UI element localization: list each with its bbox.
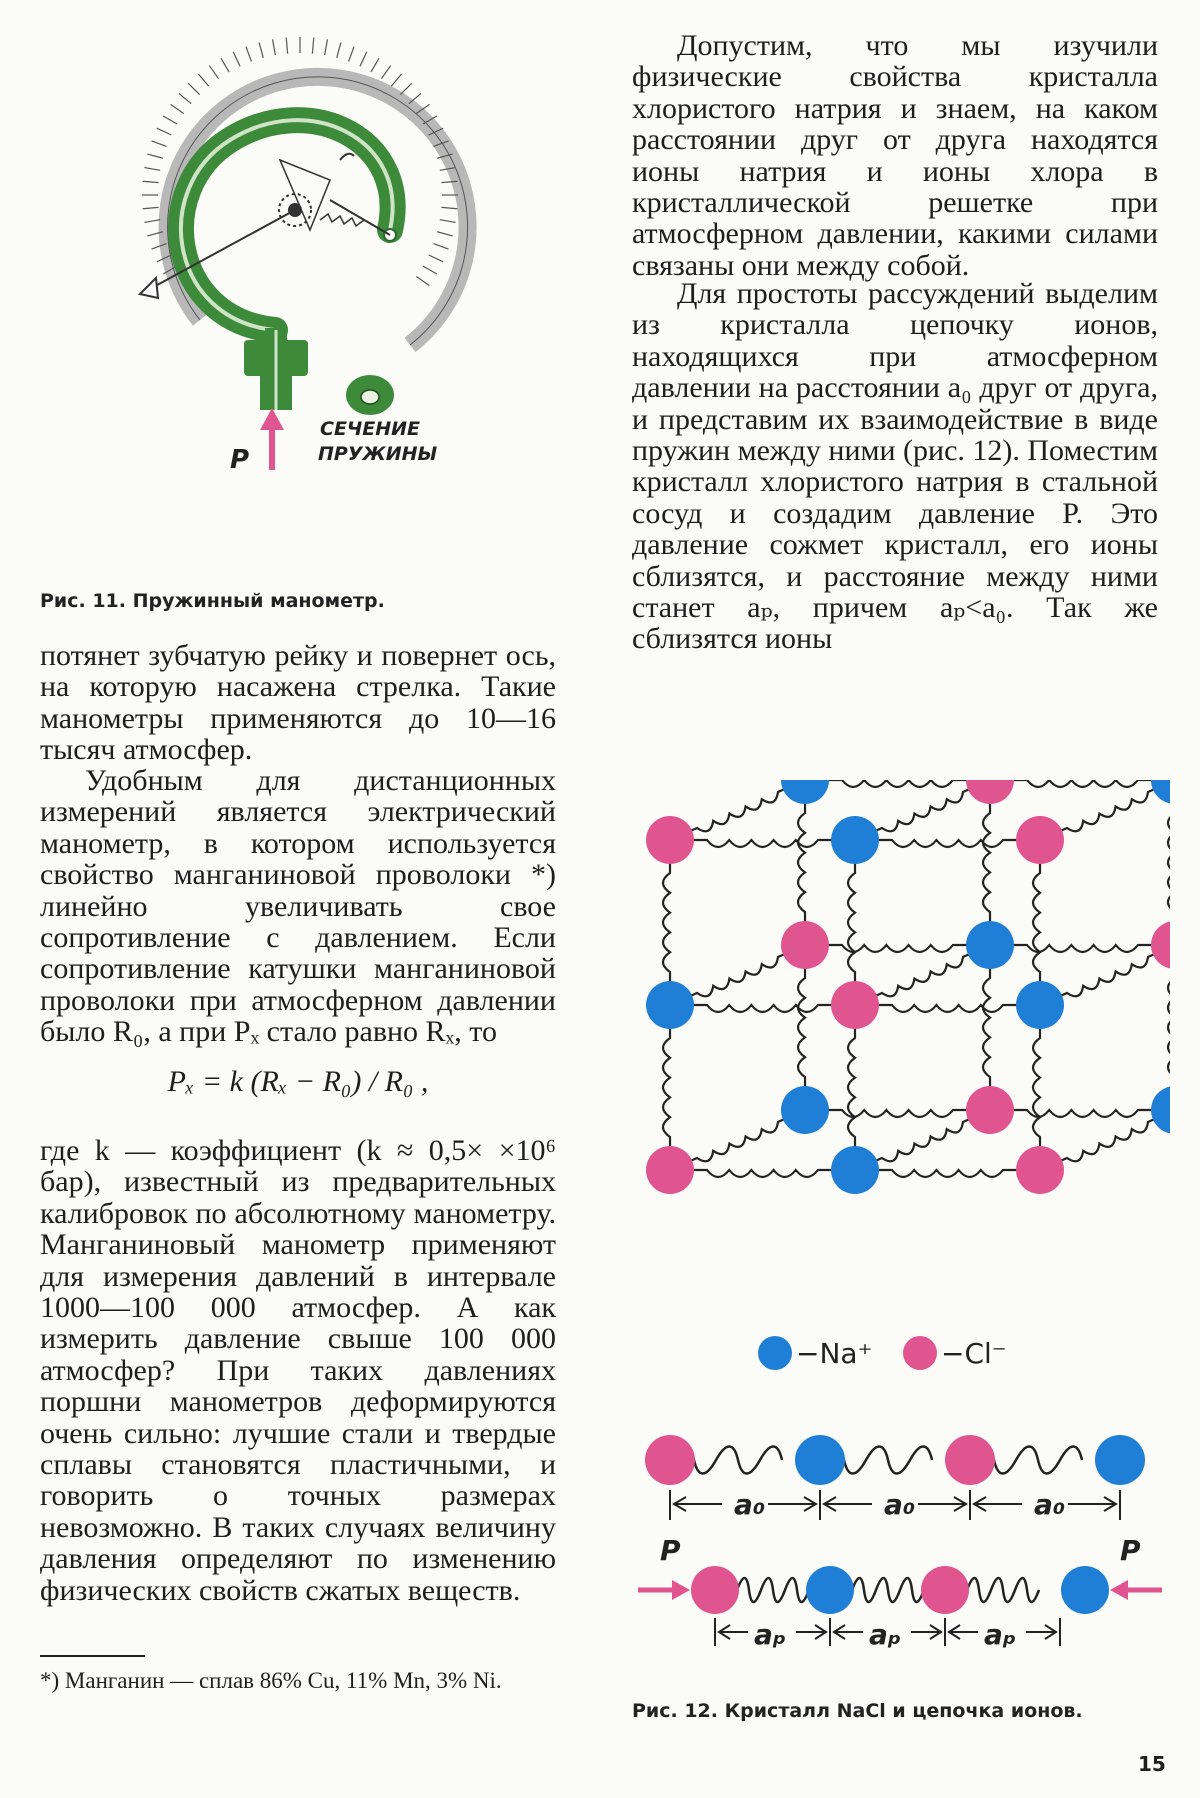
scale-tick [157, 128, 172, 135]
scale-tick [381, 66, 390, 79]
lattice-spring [983, 945, 990, 1110]
ion-chain-figure [630, 1420, 1170, 1660]
right-paragraph-1: Допустим, что мы изучили физические свойства кристалла хлористого натрия и знаем, на каком расстоянии друг от друга находятся ионы натрия и ионы хлора в кристаллической решетке при атмосферном давлении, какими силами связаны они между собой. [632, 29, 1158, 282]
scale-tick [152, 141, 167, 146]
lattice-spring [798, 945, 805, 1110]
lattice-spring [855, 1005, 1040, 1012]
scale-tick [400, 83, 411, 94]
scale-tick [179, 93, 191, 103]
na-ion [646, 981, 694, 1029]
lattice-spring [805, 780, 990, 787]
lattice-spring [848, 840, 855, 1005]
scale-tick [144, 220, 160, 223]
scale-tick [440, 220, 456, 223]
scale-tick [246, 47, 251, 62]
lattice-spring [983, 780, 990, 945]
na-ion [1151, 1086, 1170, 1134]
scale-tick [441, 207, 457, 208]
scale-tick [209, 66, 218, 79]
a0-label: a₀ [1034, 1488, 1066, 1521]
legend-na-ion [758, 1336, 792, 1370]
lattice-spring [663, 840, 670, 1005]
scale-tick [259, 42, 263, 57]
scale-tick [423, 266, 437, 274]
chain-atmospheric [645, 1435, 1145, 1521]
chain2-ion-cl [691, 1566, 739, 1614]
manometer-figure [90, 30, 510, 540]
na-ion [966, 921, 1014, 969]
lattice-spring [990, 780, 1170, 787]
cl-ion [1016, 1146, 1064, 1194]
scale-tick [273, 39, 276, 55]
lattice-spring [1033, 840, 1040, 1005]
lattice-spring [1033, 1005, 1040, 1170]
right-paragraph-2: Для простоты рассуждений выделим из кристалла цепочку ионов, находящихся при атмосферном давлении на расстоянии a₀ друг от друга, и представим их взаимодействие в виде пружин между ними (рис. 12). Поместим кристалл хлористого натрия в стальной сосуд и создадим давление P. Это давление сожмет кристалл, его ионы сблизятся, и расстояние между ними станет aₚ, причем aₚ<a₀. Так же сблизятся ионы [632, 277, 1158, 656]
chain1-ion-na [795, 1435, 845, 1485]
lattice-spring [1168, 780, 1170, 945]
lattice-spring [990, 1110, 1170, 1117]
na-ion [781, 1086, 829, 1134]
cl-ion [646, 1146, 694, 1194]
cl-ion [831, 981, 879, 1029]
ap-label: aₚ [984, 1618, 1017, 1651]
lattice-spring [855, 840, 1040, 847]
legend-na-label: −Na⁺ [796, 1337, 873, 1370]
chain2-ion-na [806, 1566, 854, 1614]
scale-tick [391, 74, 401, 86]
chain1-ion-na [1095, 1435, 1145, 1485]
nacl-crystal-figure [630, 780, 1170, 1370]
lattice-spring [1168, 945, 1170, 1110]
left-paragraph-1: потянет зубчатую рейку и повернет ось, на которую насажена стрелка. Такие манометры применяются до 10—16 тысяч атмосфер. [40, 639, 556, 767]
chain-compressed [638, 1534, 1162, 1651]
scale-tick [312, 38, 313, 54]
spring-cross-section [346, 375, 394, 415]
section-label-1: СЕЧЕНИЕ [320, 418, 421, 440]
na-ion [831, 816, 879, 864]
scale-tick [171, 104, 184, 113]
lattice-spring [670, 1005, 855, 1012]
scale-tick [286, 38, 287, 54]
a0-label: a₀ [884, 1488, 916, 1521]
lattice-spring [670, 1170, 855, 1177]
na-ion [831, 1146, 879, 1194]
na-ion [1151, 780, 1170, 804]
resistance-formula: Pₓ = k (Rₓ − R₀) / R₀ , [167, 1065, 429, 1098]
figure12-caption: Рис. 12. Кристалл NaCl и цепочка ионов. [632, 1700, 1083, 1722]
scale-tick [337, 42, 341, 57]
footnote-divider [40, 1655, 145, 1657]
scale-tick [198, 74, 208, 86]
left-paragraph-2: Удобным для дистанционных измерений является электрический манометр, в котором используется свойство манганиновой проволоки *) линейно увеличивать свое сопротивление с давлением. Если сопротивление катушки манганиновой проволоки при атмосферном давлении было R₀, а при Pₓ стало равно Rₓ, то [40, 764, 556, 1049]
cl-ion [781, 921, 829, 969]
figure11-caption: Рис. 11. Пружинный манометр. [40, 590, 385, 612]
lattice-spring [990, 945, 1170, 952]
a0-label: a₀ [734, 1488, 766, 1521]
legend-cl-ion [903, 1336, 937, 1370]
cl-ion [1016, 816, 1064, 864]
scale-tick [349, 47, 354, 62]
chain2-ion-cl [921, 1566, 969, 1614]
lattice-spring [848, 1005, 855, 1170]
chain-p-label-left: P [660, 1534, 681, 1567]
scale-tick [325, 39, 328, 55]
lattice-spring [798, 780, 805, 945]
left-paragraph-3: где k — коэффициент (k ≈ 0,5× ×10⁶ бар), известный из предварительных калибровок по абсолютному манометру. Манганиновый манометр применяют для измерения давлений в интервале 1000—100 000 атмосфер. А как измерить давление свыше 100 000 атмосфер? При таких давлениях поршни манометров деформируются очень сильно: лучшие стали и твердые сплавы становятся пластичными, и говорить о точных размерах невозможно. В таких случаях величину давления определяют по изменению физических свойств сжатых веществ. [40, 1134, 556, 1607]
scale-tick [371, 58, 379, 72]
ap-label: aₚ [869, 1618, 902, 1651]
cl-ion [966, 780, 1014, 804]
page-number: 15 [1138, 1752, 1166, 1776]
lattice-spring [670, 840, 855, 847]
lattice-spring [663, 1005, 670, 1170]
scale-tick [143, 207, 159, 208]
lattice-spring [855, 1170, 1040, 1177]
na-ion [781, 780, 829, 804]
section-label-2: ПРУЖИНЫ [318, 443, 438, 465]
cl-ion [646, 816, 694, 864]
scale-tick [360, 52, 367, 67]
ap-label: aₚ [754, 1618, 787, 1651]
scale-tick [221, 58, 229, 72]
lattice-spring [805, 945, 990, 952]
scale-tick [429, 255, 444, 262]
chain2-ion-na [1061, 1566, 1109, 1614]
scale-tick [147, 154, 162, 158]
lattice-spring [805, 1110, 990, 1117]
chain1-ion-cl [945, 1435, 995, 1485]
scale-tick [188, 83, 199, 94]
manometer-p-label: P [230, 445, 250, 475]
scale-tick [233, 52, 240, 67]
scale-tick [437, 232, 452, 236]
legend-cl-label: −Cl⁻ [941, 1337, 1007, 1370]
scale-tick [143, 181, 159, 182]
scale-tick [433, 244, 448, 249]
chain1-ion-cl [645, 1435, 695, 1485]
crystal-legend [758, 1336, 1007, 1370]
chain-p-label-right: P [1120, 1534, 1141, 1567]
scale-tick [163, 116, 177, 124]
scale-tick [144, 168, 160, 171]
scale-tick [416, 276, 429, 285]
footnote: *) Манганин — сплав 86% Cu, 11% Mn, 3% Ni. [40, 1668, 502, 1693]
cl-ion [966, 1086, 1014, 1134]
cl-ion [1151, 921, 1170, 969]
na-ion [1016, 981, 1064, 1029]
pressure-arrow [260, 408, 284, 470]
